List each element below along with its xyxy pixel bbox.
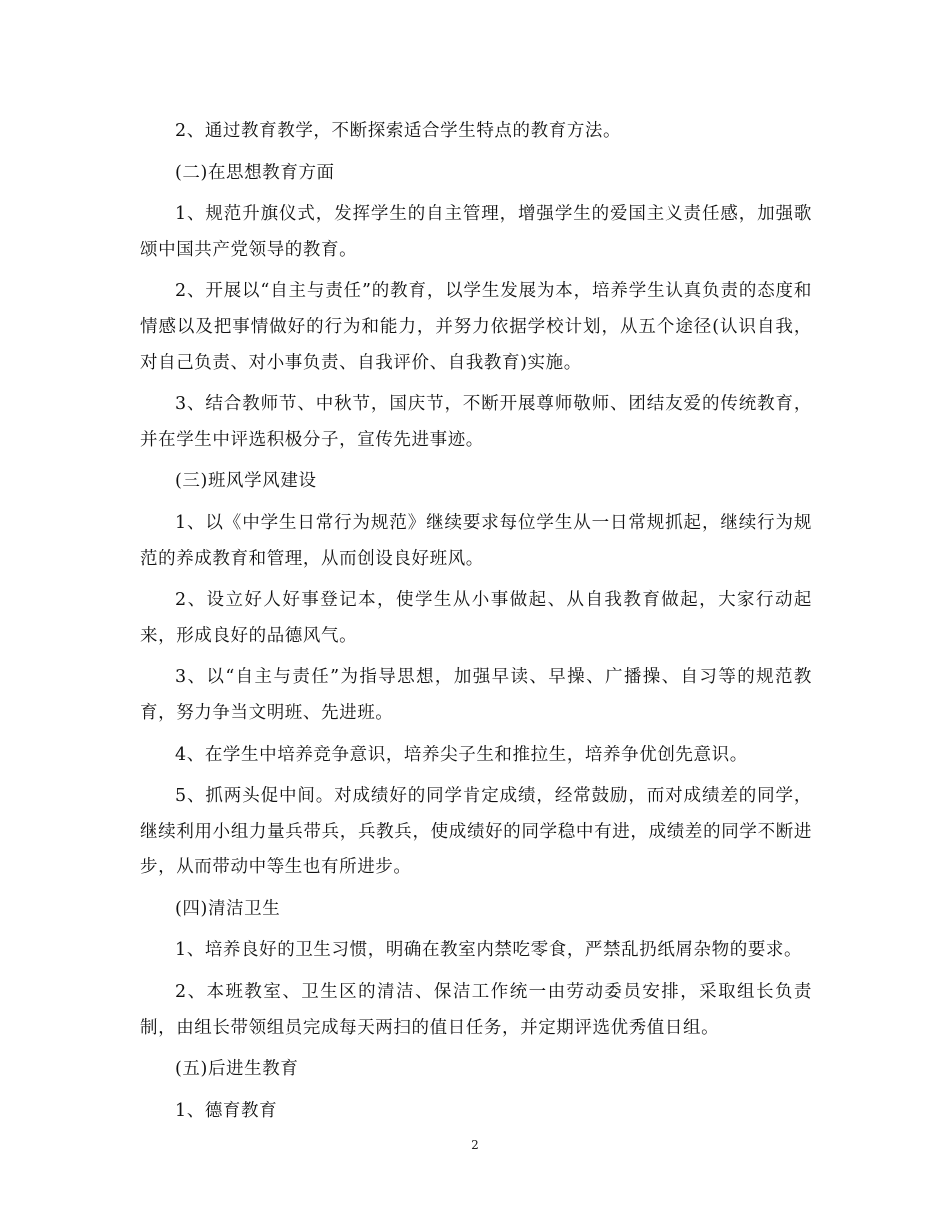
section-heading-2: (二)在思想教育方面 [175, 162, 335, 183]
paragraph-1: 2、通过教育教学，不断探索适合学生特点的教育方法。 [175, 121, 622, 141]
paragraph-16: 1、德育教育 [175, 1100, 278, 1121]
paragraph-3: 1、规范升旗仪式，发挥学生的自主管理，增强学生的爱国主义责任感，加强歌颂中国共产党领导的教育。 [140, 204, 812, 260]
section-heading-5: (五)后进生教育 [175, 1059, 299, 1080]
paragraph-8: 2、设立好人好事登记本，使学生从小事做起、从自我教育做起，大家行动起来，形成良好的品德风气。 [140, 590, 812, 646]
section-heading-3: (三)班风学风建设 [175, 471, 317, 492]
paragraph-4: 2、开展以“自主与责任”的教育，以学生发展为本，培养学生认真负责的态度和情感以及把事情做好的行为和能力，并努力依据学校计划，从五个途径(认识自我，对自己负责、对小事负责、自我评价、自我教育)实施。 [140, 281, 812, 373]
paragraph-5: 3、结合教师节、中秋节，国庆节，不断开展尊师敬师、团结友爱的传统教育，并在学生中评选积极分子，宣传先进事迹。 [140, 394, 812, 450]
page-number: 2 [471, 1138, 479, 1152]
paragraph-7: 1、以《中学生日常行为规范》继续要求每位学生从一日常规抓起，继续行为规范的养成教育和管理，从而创设良好班风。 [140, 512, 812, 569]
paragraph-13: 1、培养良好的卫生习惯，明确在教室内禁吃零食，严禁乱扔纸屑杂物的要求。 [175, 940, 803, 961]
document-body [140, 114, 812, 1135]
section-heading-4: (四)清洁卫生 [175, 898, 281, 919]
paragraph-9: 3、以“自主与责任”为指导思想，加强早读、早操、广播操、自习等的规范教育，努力争当文明班、先进班。 [140, 667, 812, 723]
paragraph-14: 2、本班教室、卫生区的清洁、保洁工作统一由劳动委员安排，采取组长负责制，由组长带领组员完成每天两扫的值日任务，并定期评选优秀值日组。 [140, 982, 812, 1038]
paragraph-10: 4、在学生中培养竞争意识，培养尖子生和推拉生，培养争优创先意识。 [175, 744, 748, 765]
paragraph-11: 5、抓两头促中间。对成绩好的同学肯定成绩，经常鼓励，而对成绩差的同学，继续利用小组力量兵带兵，兵教兵，使成绩好的同学稳中有进，成绩差的同学不断进步，从而带动中等生也有所进步。 [140, 786, 812, 878]
